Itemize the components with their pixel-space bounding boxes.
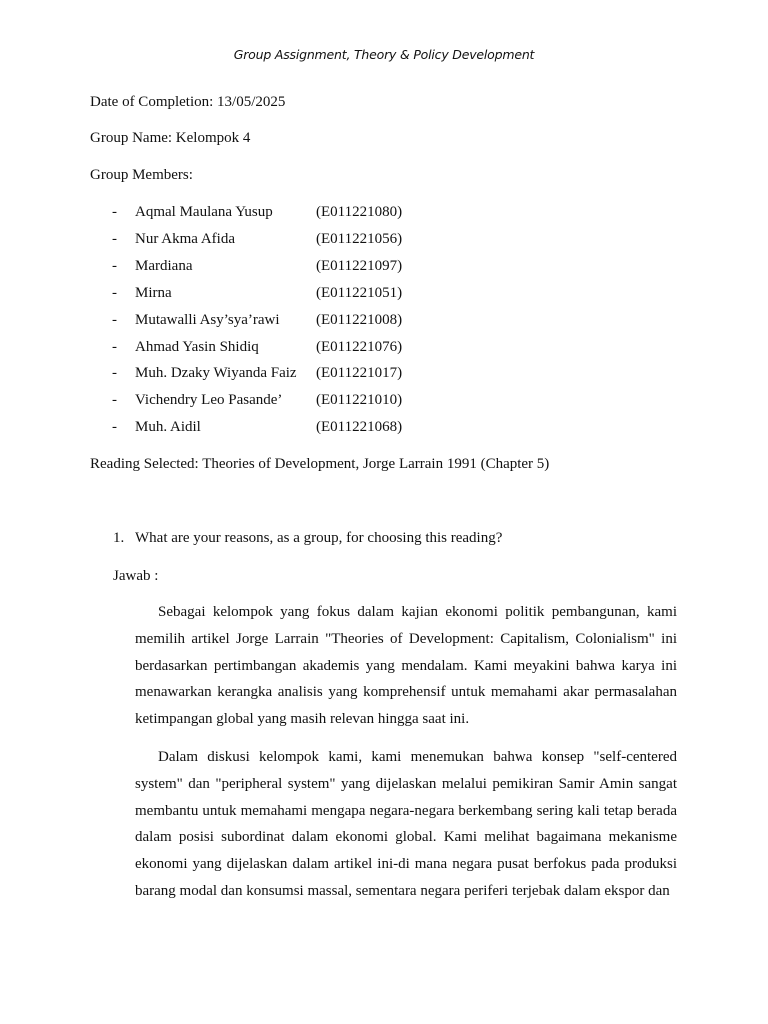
list-bullet: - bbox=[112, 392, 117, 408]
member-name: Vichendry Leo Pasande’ bbox=[135, 392, 283, 408]
member-name: Nur Akma Afida bbox=[135, 231, 235, 247]
answer-paragraph-1: Sebagai kelompok yang fokus dalam kajian ekonomi politik pembangunan, kami memilih artikel Jorge Larrain "Theories of Development: Capitalism, Colonialism" ini berdasarkan pertimbangan akademis yang mendalam. Kami meyakini bahwa karya ini menawarkan kerangka analisis yang komprehensif untuk memahami akar permasalahan ketimpangan global yang masih relevan hingga saat ini. bbox=[135, 604, 677, 728]
date-of-completion: Date of Completion: 13/05/2025 bbox=[90, 94, 286, 110]
list-bullet: - bbox=[112, 258, 117, 274]
page-header: Group Assignment, Theory & Policy Development bbox=[233, 47, 535, 62]
member-name: Mirna bbox=[135, 285, 172, 301]
member-name: Muh. Aidil bbox=[135, 419, 201, 435]
group-members-heading: Group Members: bbox=[90, 167, 193, 183]
question-text: What are your reasons, as a group, for choosing this reading? bbox=[135, 530, 503, 546]
answer-label: Jawab : bbox=[113, 568, 159, 584]
answer-paragraph-2: Dalam diskusi kelompok kami, kami menemukan bahwa konsep "self-centered system" dan "peripheral system" yang dijelaskan melalui pemikiran Samir Amin sangat membantu untuk memahami mengapa negara-negara berkembang sering kali tetap berada dalam posisi subordinat dalam ekonomi global. Kami melihat bagaimana mekanisme ekonomi yang dijelaskan dalam artikel ini-di mana negara pusat berfokus pada produksi barang modal dan konsumsi massal, sementara negara periferi terjebak dalam ekspor dan bbox=[135, 749, 677, 899]
list-bullet: - bbox=[112, 204, 117, 220]
list-bullet: - bbox=[112, 365, 117, 381]
question-number: 1. bbox=[113, 530, 125, 546]
list-bullet: - bbox=[112, 231, 117, 247]
list-bullet: - bbox=[112, 285, 117, 301]
member-id: (E011221008) bbox=[316, 312, 403, 328]
member-id: (E011221056) bbox=[316, 231, 403, 247]
list-bullet: - bbox=[112, 312, 117, 328]
member-name: Muh. Dzaky Wiyanda Faiz bbox=[135, 365, 297, 381]
member-id: (E011221017) bbox=[316, 365, 403, 381]
member-id: (E011221080) bbox=[316, 204, 403, 220]
member-name: Mardiana bbox=[135, 258, 193, 274]
list-bullet: - bbox=[112, 419, 117, 435]
member-name: Aqmal Maulana Yusup bbox=[135, 204, 273, 220]
reading-selected: Reading Selected: Theories of Development, Jorge Larrain 1991 (Chapter 5) bbox=[90, 456, 550, 472]
member-id: (E011221076) bbox=[316, 339, 403, 355]
member-id: (E011221010) bbox=[316, 392, 403, 408]
list-bullet: - bbox=[112, 339, 117, 355]
member-name: Ahmad Yasin Shidiq bbox=[135, 339, 259, 355]
member-id: (E011221068) bbox=[316, 419, 403, 435]
member-name: Mutawalli Asy’sya’rawi bbox=[135, 312, 280, 328]
member-id: (E011221097) bbox=[316, 258, 403, 274]
member-id: (E011221051) bbox=[316, 285, 403, 301]
group-name: Group Name: Kelompok 4 bbox=[90, 130, 251, 146]
